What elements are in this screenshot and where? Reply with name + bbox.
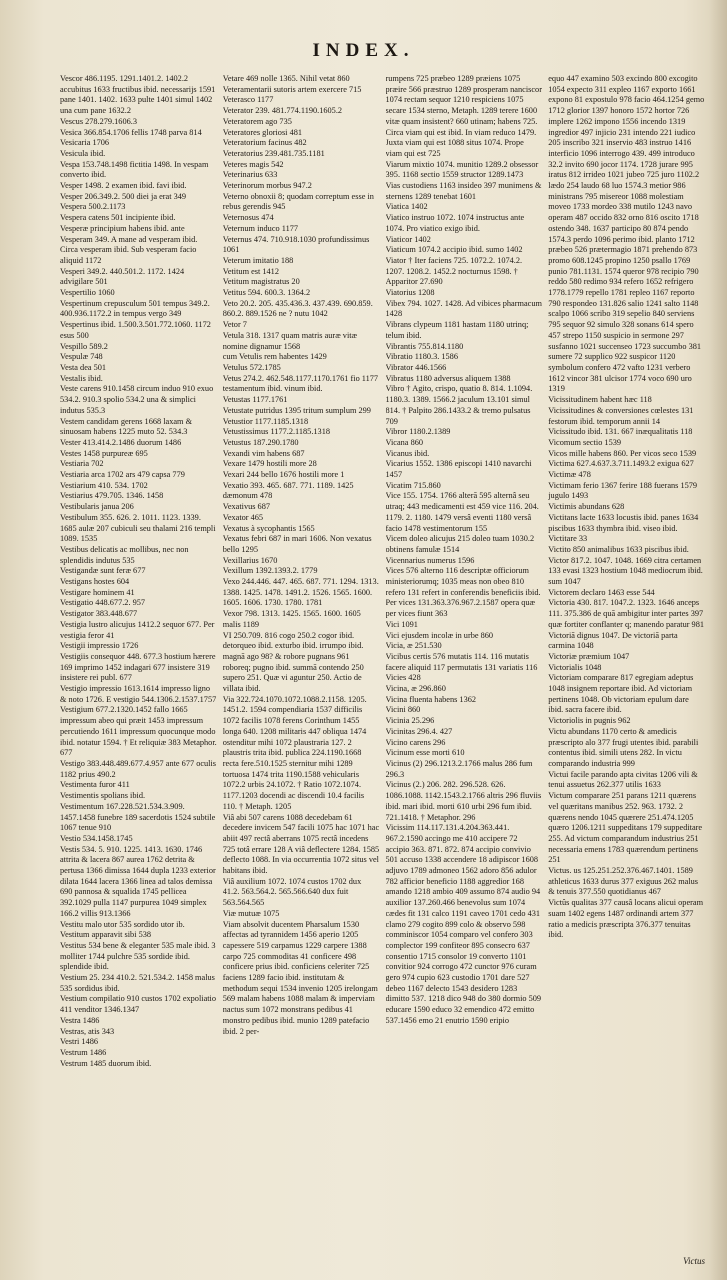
index-entry: Vespera catens 501 incipiente ibid. xyxy=(60,213,176,223)
index-entry: Vestio 534.1458.1745 xyxy=(60,833,133,843)
index-entry: Vestalis ibid. xyxy=(60,373,103,383)
index-entry: Vestium compilatio 910 custos 1702 expoliatio 411 venditor 1346.1347 xyxy=(60,994,217,1015)
index-entry: Veternosus 474 xyxy=(222,213,274,223)
index-entry: Vibro † Agito, crispo, quatio 8. 814. 1.1094. 1180.3. 1389. 1566.2 jaculum 13.101 simul 814. † Palpito 286.1433.2 & tremo pulsatus 709 xyxy=(385,384,533,426)
index-entry: Vexatus febri 687 in mari 1606. Non vexatus bello 1295 xyxy=(222,534,372,554)
index-entry: Veterator 239. 481.774.1190.1605.2 xyxy=(222,106,343,116)
index-entry: Vesica 366.854.1706 fellis 1748 parva 814 xyxy=(60,127,202,137)
index-entry: Vicarius 1552. 1386 episcopi 1410 navarchi 1457 xyxy=(385,459,532,480)
index-entry: Vestigo 383.448.489.677.4.957 ante 677 oculis 1182 prius 490.2 xyxy=(60,759,217,779)
index-entry: Vestes 1458 purpureæ 695 xyxy=(60,448,148,458)
index-entry: Viarum mixtio 1074. munitio 1289.2 obsessor 395. 1168 sectio 1559 structor 1289.1473 xyxy=(385,159,539,180)
index-entry: Veteramentarii sutoris artem exercere 715 xyxy=(222,84,362,94)
index-entry: Vicissim 114.117.131.4.204.363.441. 967.2.1590 accingo me 410 accipere 72 accipio 363. 871. 872. 874 accipio convivio 501 accuso 1338 accendere 18 adipiscor 1608 adjuvo 1789 admoneo 1562 adoro 856 adulor 782 afficior beneficio 1188 aggredior 168 amando 1218 ambio 409 assumo 874 audio 94 auxilior 137.260.466 benevolus sum 1074 cædes fit 131 calco 1191 caveo 1701 cedo 431 clamo 279 cogito 899 colo & observo 598 comminiscor 1054 comparo vel confero 303 complector 199 confiteor 895 consecro 637 consentio 1715 consolor 19 converto 1101 convitior 924 corrogo 472 cunctor 976 curam gero 974 cupio 623 custodio 1701 dare 527 debeo 1167 delecto 1543 desidero 1283 dimitto 537. 1218 dico 948 do 380 dormio 509 educare 1590 educo 32 emendico 472 emitto 537.1456 emo 21 enutrio 1590 eripio xyxy=(385,823,542,1025)
index-entry: Veterno obnoxii 8; quodam correptum esse in rebus gerendis 945 xyxy=(222,191,374,212)
page-header: INDEX. xyxy=(312,40,415,61)
index-entry: Viam absolvit ducentem Pharsalum 1530 affectas ad tyrannidem 1456 aperio 1205 capessere 519 carpamus 1229 carpere 1388 carpo 725 commoditas 41 conficere 498 conficere prius ibid. conficiens celeriter 725 faciens 1289 facio ibid. institutam & methodum sequi 1534 invenio 1205 irelongam 569 malam habens 1088 malam & imperviam nactus sum 1072 monstrans pedibus 41 monstro pedibus ibid. munio 1289 patefacio ibid. 2 per- xyxy=(222,919,378,1036)
catchword: Victus xyxy=(683,1256,705,1266)
index-entry: Vetitus 594. 600.3. 1364.2 xyxy=(222,288,311,298)
index-entry: Vicinia 25.296 xyxy=(385,716,435,726)
index-entry: Vestigare hominem 41 xyxy=(60,587,135,597)
index-entry: Vestigio impressio 1613.1614 impresso ligno & noto 1726. E vestigio 544.1306.2.1537.1757 xyxy=(60,684,217,704)
index-entry: Vicana 860 xyxy=(385,437,424,447)
index-entry: Vicibus certis 576 mutatis 114. 116 mutatis facere aliquid 117 permutatis 131 variatis 116 xyxy=(385,651,538,672)
index-entry: Vestimentum 167.228.521.534.3.909. 1457.1458 funebre 189 sacerdotis 1524 subtile 1067 tenue 910 xyxy=(60,801,216,833)
index-entry: Vestiaria arca 1702 ars 479 capsa 779 xyxy=(60,470,185,480)
index-entry: Veternus 474. 710.918.1030 profundissimus 1061 xyxy=(222,234,370,255)
index-entry: Vicia, æ 251.530 xyxy=(385,641,442,651)
index-entry: Vicinus (2.) 206. 282. 296.528. 626. 1086.1088. 1142.1543.2.1766 altris 296 fluviis ibid. mari ibid. morti 610 urbi 296 fum ibid. 721.1418. † Metaphor. 296 xyxy=(385,780,542,822)
index-entry: Victimam ferio 1367 ferire 188 fuerans 1579 jugulo 1493 xyxy=(548,480,698,501)
index-entry: Vibrantis 755.814.1180 xyxy=(385,341,464,351)
index-entry: Victoriæ præmium 1047 xyxy=(548,651,630,661)
index-entry: Vespulæ 748 xyxy=(60,352,103,362)
index-entry: Vetustate putridus 1395 tritum sumplum 299 xyxy=(222,405,371,415)
index-entry: Victimis abundans 628 xyxy=(548,502,625,512)
index-entry: Vexare 1479 hostili more 28 xyxy=(222,459,317,469)
index-entry: Vestibulum 355. 626. 2. 1011. 1123. 1339. 1685 aulæ 207 cubiculi seu thalami 216 templi 1089. 1535 xyxy=(60,512,216,544)
index-entry: Vestigii impressio 1726 xyxy=(60,641,139,651)
index-entry: Veternum induco 1177 xyxy=(222,223,299,233)
index-entry: Vescor 486.1195. 1291.1401.2. 1402.2 accubitus 1633 fructibus ibid. necessarijs 1591 pane 1401. 1402. 1633 pulte 1401 simul 1402 una cum pane 1632.2 xyxy=(60,74,216,116)
index-entry: Veterasco 1177 xyxy=(222,95,274,105)
index-entry: Vesper 1498. 2 examen ibid. favi ibid. xyxy=(60,181,187,191)
index-column-4 xyxy=(548,74,705,1264)
index-entry: Veste carens 910.1458 circum induo 910 exuo 534.2. 910.3 spolio 534.2 una & simplici indutus 535.3 xyxy=(60,384,214,415)
index-entry: Vexari 244 bello 1676 hostili more 1 xyxy=(222,470,345,480)
index-entry: Veteratorem ago 735 xyxy=(222,116,292,126)
index-entry: Vesta dea 501 xyxy=(60,362,107,372)
index-entry: Vetor 7 xyxy=(222,320,247,330)
index-entry: Vestitu malo utor 535 sordido utor ib. xyxy=(60,919,185,929)
index-entry: Vicatim 715.860 xyxy=(385,480,441,490)
index-entry: Vicissitudo ibid. 131. 667 inæqualitatis 118 xyxy=(548,427,693,437)
index-entry: Vestem candidam gerens 1668 laxam & sinuosam habens 1225 muto 52. 534.3 xyxy=(60,416,193,437)
index-entry: Viator † Iter faciens 725. 1072.2. 1074.2. 1207. 1208.2. 1452.2 nocturnus 1598. † Apparitor 27.690 xyxy=(385,255,523,287)
index-entry: Vestitus 534 bene & eleganter 535 male ibid. 3 molliter 1744 pulchre 535 sordide ibid. splendide ibid. xyxy=(60,940,216,972)
index-entry: Vicinus (2) 296.1213.2.1766 malus 286 fum 296.3 xyxy=(385,759,533,779)
index-entry: Veterinorum morbus 947.2 xyxy=(222,181,312,191)
index-entry: Victitans lacte 1633 locustis ibid. panes 1634 piscibus 1633 thymbra ibid. viseo ibid. xyxy=(548,512,699,533)
index-entry: Vescus 278.279.1606.3 xyxy=(60,116,137,126)
index-entry: Vibrator 446.1566 xyxy=(385,362,447,372)
index-entry: Vicini 860 xyxy=(385,705,421,715)
index-entry: Vespertinum crepusculum 501 tempus 349.2. 400.936.1172.2 in tempus vergo 349 xyxy=(60,298,210,319)
index-entry: Veto 20.2. 205. 435.436.3. 437.439. 690.859. 860.2. 889.1526 ne ? nutu 1042 xyxy=(222,298,373,319)
index-entry: Vibror 1180.2.1389 xyxy=(385,427,451,437)
index-entry: Vicina, æ 296.860 xyxy=(385,684,446,694)
index-entry: Vespillo 589.2 xyxy=(60,341,108,351)
index-entry: Vicos mille habens 860. Per vicos seco 1539 xyxy=(548,448,697,458)
index-entry: Veteres magis 542 xyxy=(222,159,284,169)
index-entry: Vexatio 393. 465. 687. 771. 1189. 1425 dæmonum 478 xyxy=(222,480,354,501)
index-entry: Vestium 25. 234 410.2. 521.534.2. 1458 malus 535 sordidus ibid. xyxy=(60,973,215,993)
index-entry: Vestibus delicatis ac mollibus, nec non splendidis indutus 535 xyxy=(60,544,189,565)
index-column-3 xyxy=(386,74,543,1264)
index-entry: Viaticum 1074.2 accipio ibid. sumo 1402 xyxy=(385,245,523,255)
index-entry: Viatorius 1208 xyxy=(385,288,435,298)
index-entry: Vexillum 1392.1393.2. 1779 xyxy=(222,566,318,576)
index-entry: Victor 817.2. 1047. 1048. 1669 citra certamen 133 evasi 1323 hostium 1048 mediocrum ibid. sum 1047 xyxy=(548,555,703,587)
index-entry: Viatico instruo 1072. 1074 instructus ante 1074. Pro viatico exigo ibid. xyxy=(385,213,525,233)
index-entry: Victoriā dignus 1047. De victoriā parta carmina 1048 xyxy=(548,630,678,651)
index-entry: Vicem doleo alicujus 215 doleo tuam 1030.2 obtinens famulæ 1514 xyxy=(385,534,535,554)
index-entry: Vetustus 187.290.1780 xyxy=(222,437,299,447)
page-edge-shadow xyxy=(709,0,727,1280)
index-entry: Vetula 318. 1317 quam matris auræ vitæ nomine dignamur 1568 xyxy=(222,330,358,351)
index-entry: Victus. us 125.251.252.376.467.1401. 1589 athleticus 1633 durus 377 exiguus 262 malus & tenuis 377.550 quotidianus 467 xyxy=(548,866,699,897)
index-entry: Victu abundans 1170 certo & amedicis præscripto alo 377 frugi utentes ibid. parabili contentus ibid. simili utens 282. In victu comparando industria 999 xyxy=(548,726,699,768)
index-entry: Vesper 206.349.2. 500 diei ja erat 349 xyxy=(60,191,187,201)
index-entry: Vestibularis janua 206 xyxy=(60,502,134,512)
index-entry: Vestigandæ sunt feræ 677 xyxy=(60,566,146,576)
index-entry: Vexatus à sycophantis 1565 xyxy=(222,523,315,533)
index-entry: Vesperi 349.2. 440.501.2. 1172. 1424 advigilare 501 xyxy=(60,266,185,287)
index-entry: Vesicaria 1706 xyxy=(60,138,110,148)
index-entry: Viatica 1402 xyxy=(385,202,428,212)
index-entry: cum Vetulis rem habentes 1429 xyxy=(222,352,327,362)
index-entry: Victoriolis in pugnis 962 xyxy=(548,716,631,726)
index-column-1 xyxy=(60,74,217,1264)
index-entry: Vibratus 1180 adversus aliquem 1388 xyxy=(385,373,511,383)
index-entry: equo 447 examino 503 excindo 800 excogito 1054 expecto 311 expleo 1167 exporto 1661 expono 81 expostulo 978 facio 464.1254 gemo 1712 glorior 1397 honoro 1572 hortor 726 implere 1262 impono 1556 incendo 1319 ingredior 497 injicio 231 intendo 221 iudico 205 inscribo 321 inservio 483 instruo 1416 interficio 1096 interrogo 439. 499 introduco 32.2 invito 690 jocor 1174. 1728 jurare 995 iratus 812 irrideo 1021 jubeo 725 juro 1102.2 lædo 254 laudo 68 luo 1574.3 metior 986 ministrans 795 misereor 1088 molestiam moveo 1733 mordeo 338 mutilo 1243 navo operam 487 occido 832 orno 816 oscito 1718 ostendo 348. 1637 participo 80 874 pendo 1574.3 perdo 1096 perimo ibid. planto 1712 præbeo 526 prætermagio 1871 prehendo 873 promo 608.1245 propino 1250 psallo 1769 punio 781.1131. 1574 queror 978 recipio 790 reddo 580 redimo 934 refero 1652 refrigero 1778.1779 repello 1781 repleo 1167 reporto 790 respondeo 131.826 salio 1241 salto 1148 scalpo 1066 scribo 319 sepelio 840 serviens 795 sequor 92 simulo 328 sonans 614 spero 457 strepo 1150 suspicio in sermone 297 susfanno 1021 succenseo 1723 succumbo 381 sumere 72 supplico 922 suspicor 1120 symbolum confero 472 vafto 1231 verbero 1612 vincor 381 ulcisor 1774 voco 690 uro 1319 xyxy=(548,74,705,394)
index-entry: Victui facile parando apta civitas 1206 vili & tenui assuetus 262.377 utilis 1633 xyxy=(548,769,698,790)
index-entry: Veterinarius 633 xyxy=(222,170,278,180)
index-entry: Viæ mutuæ 1075 xyxy=(222,908,280,918)
index-entry: Vice 155. 1754. 1766 alterā 595 alternâ seu utraq; 443 medicamenti est 459 vice 116. 204. 1179. 2. 1180. 1479 versâ eventi 1180 versâ facio 1478 vestimentorum 155 xyxy=(385,491,539,533)
index-entry: Vici ejusdem incolæ in urbe 860 xyxy=(385,630,494,640)
index-entry: Veteratorium facinus 482 xyxy=(222,138,307,148)
index-entry: Vicomum sectio 1539 xyxy=(548,437,622,447)
index-entry: Vestigia lustro alicujus 1412.2 sequor 677. Per vestigia feror 41 xyxy=(60,619,215,640)
index-entry: Veterum imitatio 188 xyxy=(222,255,294,265)
index-entry: Vestras, atis 343 xyxy=(60,1026,115,1036)
index-entry: Vetustas 1177.1761 xyxy=(222,395,288,405)
index-entry: Vicissitudines & conversiones cœlestes 131 festorum ibid. temporum annii 14 xyxy=(548,405,694,426)
index-entry: Victitare 33 xyxy=(548,534,588,544)
index-entry: Vetare 469 nolle 1365. Nihil vetat 860 xyxy=(222,74,350,83)
index-entry: Vestigiis consequor 448. 677.3 hostium hærere 169 imprimo 1452 indagari 677 insistere 319 insistere rei publ. 677 xyxy=(60,651,216,683)
index-entry: Vexandi vim habens 687 xyxy=(222,448,305,458)
index-entry: rumpens 725 præbeo 1289 præiens 1075 præire 566 præstruo 1289 prosperam nanciscor 1074 rectam sequor 1210 respiciens 1075 secare 1534 sterno, Metaph. 1289 terere 1600 vitæ quam insistent? 660 utinam; habens 725. Circa viam qui est ibid. In viam reduco 1479. Juxta viam qui est 1088 situs 1074. Prope viam qui est 725 xyxy=(385,74,542,158)
index-entry: Vicennarius numerus 1596 xyxy=(385,555,475,565)
index-entry: Vespertilio 1060 xyxy=(60,288,115,298)
index-entry: Vestri 1486 xyxy=(60,1037,99,1047)
index-entry: Vetulus 572.1785 xyxy=(222,362,281,372)
index-entry: Vicina fluenta habens 1362 xyxy=(385,694,477,704)
index-entry: Vetitum est 1412 xyxy=(222,266,279,276)
index-entry: Victito 850 animalibus 1633 piscibus ibid. xyxy=(548,544,689,554)
index-entry: Vetitum magistratus 20 xyxy=(222,277,300,287)
index-entry: Vicanus ibid. xyxy=(385,448,430,458)
index-entry: Victima 627.4.637.3.711.1493.2 exigua 627 xyxy=(548,459,694,469)
index-entry: Vesicula ibid. xyxy=(60,148,106,158)
index-entry: Vestigans hostes 604 xyxy=(60,577,130,587)
index-entry: Vicissitudinem habent hæc 118 xyxy=(548,395,652,405)
index-entry: Vici 1091 xyxy=(385,619,418,629)
index-entry: Victimæ 478 xyxy=(548,470,591,480)
index-entry: Vestiaria 702 xyxy=(60,459,104,469)
index-entry: Viaticor 1402 xyxy=(385,234,431,244)
index-entry: Vestigatio 448.677.2. 957 xyxy=(60,598,146,608)
index-entry: Viâ auxilium 1072. 1074 custos 1702 dux 41.2. 563.564.2. 565.566.640 dux fuit 563.564.565 xyxy=(222,876,362,908)
index-entry: Vexativus 687 xyxy=(222,502,270,512)
index-entry: Veteratores gloriosi 481 xyxy=(222,127,303,137)
index-entry: Vibratio 1180.3. 1586 xyxy=(385,352,458,362)
index-entry: Via 322.724.1070.1072.1088.2.1158. 1205. 1451.2. 1594 compendiaria 1537 difficilis 1072 facilis 1078 ferens Corinthum 1455 longa 640. 1208 militaris 447 obliqua 1474 ostenditur mihi 1072 plaustraria 127. 2 plaustris trita ibid. publica 224.1190.1668 recta fere.510.1525 sternitur mihi 1289 tortuosa 1474 trita 1190.1588 vehicularis 1072.2 urbis 24.1072. † Ratio 1072.1074. 1177.1203 docendi ac discendi 10.4 facilis 110. † Metaph. 1205 xyxy=(222,694,367,811)
index-entry: Vicinum esse morti 610 xyxy=(385,748,465,758)
index-entry: Victûs qualitas 377 causâ locans alicui operam suam 1402 egens 1487 ordinandi artem 377 ratio a medicis præscripta 376.377 tenuitas ibid. xyxy=(548,898,704,940)
index-entry: Vicinitas 296.4. 427 xyxy=(385,726,453,736)
index-entry: Vetus 274.2. 462.548.1177.1170.1761 fio 1177 testamentum ibid. vinum ibid. xyxy=(222,373,379,394)
index-entry: Victorem declaro 1463 esse 544 xyxy=(548,587,655,597)
index-entry: Vetustissimus 1177.2.1185.1318 xyxy=(222,427,331,437)
index-entry: Vester 413.414.2.1486 duorum 1486 xyxy=(60,437,182,447)
index-entry: Vicino carens 296 xyxy=(385,737,446,747)
index-entry: Vexillarius 1670 xyxy=(222,555,278,565)
index-entry: Vestitum apparavit sibi 538 xyxy=(60,930,152,940)
index-entry: Vestiarium 410. 534. 1702 xyxy=(60,480,148,490)
index-entry: Vexo 244.446. 447. 465. 687. 771. 1294. 1313. 1388. 1425. 1478. 1491.2. 1526. 1565. 1600. 1605. 1606. 1730. 1780. 1781 xyxy=(222,577,379,608)
index-entry: Vestimenta furor 411 xyxy=(60,780,130,790)
index-entry: Vesperæ principium habens ibid. ante Vesperam 349. A mane ad vesperam ibid. Circa vesperam ibid. Sub vesperam facio aliquid 1172 xyxy=(60,223,198,265)
index-entry: Vestrum 1485 duorum ibid. xyxy=(60,1058,152,1068)
index-entry: Veteratorius 239.481.735.1181 xyxy=(222,148,325,158)
index-entry: VI 250.709. 816 cogo 250.2 cogor ibid. detorqueo ibid. exturbo ibid. irrumpo ibid. magnā ago 98? & robore pugnans 961 roboreq; pugno ibid. summā contendo 250 supero 251. Quæ vi aguntur 250. Actio de villata ibid. xyxy=(222,630,364,694)
index-entry: Vibex 794. 1027. 1428. Ad vibices pharmacum 1428 xyxy=(385,298,542,319)
index-entry: Vibrans clypeum 1181 hastam 1180 utrinq; telum ibid. xyxy=(385,320,529,340)
index-entry: Vetustior 1177.1185.1318 xyxy=(222,416,309,426)
index-entry: Victoriam comparare 817 egregiam adeptus 1048 insignem reportare ibid. Ad victoriam pertinens 1048. Ob victoriam epulum dare ibid. sacra facere ibid. xyxy=(548,673,694,715)
index-entry: Vexor 798. 1313. 1425. 1565. 1600. 1605 malis 1189 xyxy=(222,609,361,629)
index-column-2 xyxy=(223,74,380,1264)
index-entry: Viâ abi 507 carens 1088 decedebam 61 decedere invicem 547 facili 1075 hac 1071 hac abiit 497 rectâ aberrans 1075 rectâ incedens 725 totâ errare 128 A viâ deflectere 1284. 1585 deflecto 1088. In via occurrentia 1072 situs vel habitans ibid. xyxy=(222,812,380,876)
index-entry: Vespertinus ibid. 1.500.3.501.772.1060. 1172 esus 500 xyxy=(60,320,211,340)
index-entry: Vexator 465 xyxy=(222,512,264,522)
index-entry: Vestra 1486 xyxy=(60,1015,100,1025)
index-entry: Vespera 500.2.1173 xyxy=(60,202,126,212)
index-entry: Vespa 153.748.1498 fictitia 1498. In vespam converto ibid. xyxy=(60,159,209,180)
index-entry: Vias custodiens 1163 insideo 397 munimens & sternens 1289 tenebat 1601 xyxy=(385,181,542,201)
index-entry: Vestrum 1486 xyxy=(60,1047,107,1057)
index-entry: Victorialis 1048 xyxy=(548,662,602,672)
index-entry: Victum comparare 251 parans 1211 quærens vel quæritans manibus 252. 963. 1732. 2 quærens nendo 1045 quærere 251.474.1205 quæro 1206.1211 suppeditans 179 suppeditare 255. Ad victum comparandum industrius 251 necessaria emens 1783 quærendum pertinens 251 xyxy=(548,791,703,865)
index-entry: Vestimentis spolians ibid. xyxy=(60,791,146,801)
index-entry: Vices 576 alterno 116 descriptæ officiorum ministeriorumq; 1035 meas non obeo 810 refero 131 refert in conferendis beneficiis ibid. Per vices 131.363.376.967.2.1587 opera quæ per vices fiunt 363 xyxy=(385,566,541,619)
index-entry: Victoria 430. 817. 1047.2. 1323. 1646 anceps 111. 375.386 de quā ambigitur inter partes 397 quæ fortiter conflanter q; manendo paratur 981 xyxy=(548,598,704,629)
index-entry: Vestiarius 479.705. 1346. 1458 xyxy=(60,491,164,501)
index-entry: Vestigator 383.448.677 xyxy=(60,609,138,619)
index-entry: Vestigium 677.2.1320.1452 fallo 1665 impressum abeo qui præit 1453 impressum percutiendo 1611 impressum quocunque modo ibid. notatur 1594. † Et reliquiæ 383 Metaphor. 677 xyxy=(60,705,217,758)
index-entry: Vestis 534. 5. 910. 1225. 1413. 1630. 1746 attrita & lacera 867 aurea 1762 detrita & pertusa 1366 dimissa 1644 dupla 1233 exterior dilata 1644 lacera 1366 linea ad talos demissa 690 pannosa & squalida 1745 pellicea 392.1029 pulla 1147 purpurea 1049 simplex 166.2 villis 913.1366 xyxy=(60,844,216,918)
index-columns xyxy=(60,74,705,1264)
index-entry: Vicies 428 xyxy=(385,673,421,683)
